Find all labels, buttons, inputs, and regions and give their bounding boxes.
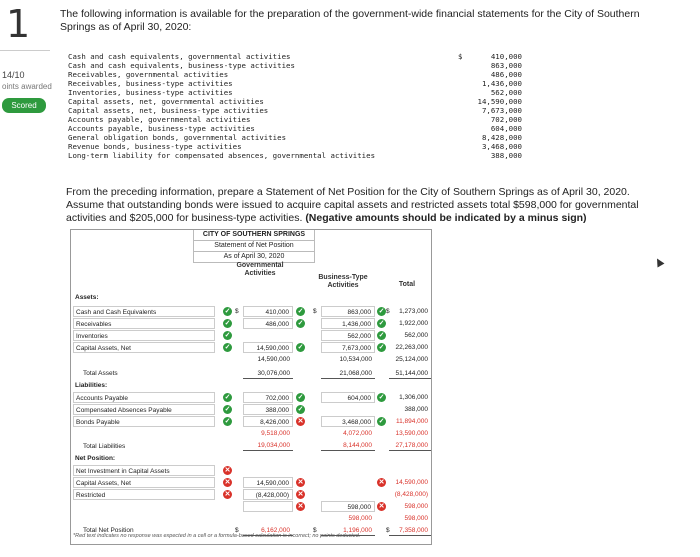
prompt-text — [66, 186, 656, 225]
data-item-label: Accounts payable, business-type activities — [68, 124, 255, 133]
check-icon: ✓ — [297, 320, 304, 327]
statement-title: CITY OF SOUTHERN SPRINGS — [194, 230, 314, 241]
data-dollar-sign: $ — [458, 52, 463, 61]
bus-ap-input[interactable]: 604,000 — [321, 392, 375, 403]
row-capital-assets-net[interactable]: Capital Assets, Net — [73, 477, 215, 488]
row-restricted[interactable]: Restricted — [73, 489, 215, 500]
x-mark-icon: ✕ — [224, 491, 231, 498]
statement-date: As of April 30, 2020 — [194, 252, 314, 263]
x-mark-icon: ✕ — [297, 418, 304, 425]
data-item-label: Cash and cash equivalents, governmental activities — [68, 52, 291, 61]
x-mark-icon: ✕ — [378, 479, 385, 486]
data-item-value: 486,000 — [490, 70, 522, 79]
col-header-governmental: Governmental Activities — [236, 262, 284, 277]
bus-restricted-input[interactable]: 598,000 — [321, 501, 375, 512]
check-icon: ✓ — [224, 320, 231, 327]
check-icon: ✓ — [378, 418, 385, 425]
gov-total-net-position: 6,162,000 — [243, 525, 293, 536]
row-total-assets: Total Assets — [83, 370, 118, 377]
data-item-label: Accounts payable, governmental activities — [68, 115, 251, 124]
data-item-label: Capital assets, net, governmental activities — [68, 97, 264, 106]
gov-bonds-input[interactable]: 8,426,000 — [243, 416, 293, 427]
col-header-total: Total — [398, 281, 416, 288]
row-bonds-payable[interactable]: Bonds Payable — [73, 416, 215, 427]
data-values — [470, 52, 522, 160]
question-number: 1 — [6, 2, 31, 46]
x-mark-icon: ✕ — [297, 491, 304, 498]
row-assets-header: Assets: — [75, 294, 99, 301]
gov-net-investment-input[interactable]: 14,590,000 — [243, 477, 293, 488]
total-total-net-position: 7,358,000 — [389, 525, 431, 536]
check-icon: ✓ — [378, 308, 385, 315]
prompt-warning: (Negative amounts should be indicated by a minus sign) — [305, 212, 587, 224]
data-item-value: 3,468,000 — [481, 142, 522, 151]
data-item-value: 14,590,000 — [477, 97, 522, 106]
dollar-sign: $ — [235, 527, 239, 534]
bus-capital-input[interactable]: 7,673,000 — [321, 342, 375, 353]
bus-total-liabilities: 8,144,000 — [321, 440, 375, 451]
col-header-business: Business-Type Activities — [318, 274, 368, 289]
row-compensated-absences[interactable]: Compensated Absences Payable — [73, 404, 215, 415]
points-score: 14/10 — [2, 70, 25, 80]
total-inventories: 562,000 — [404, 332, 428, 339]
bus-subtotal-liabilities: 4,072,000 — [343, 430, 372, 437]
bus-bonds-input[interactable]: 3,468,000 — [321, 416, 375, 427]
bus-subtotal-assets: 10,534,000 — [339, 356, 372, 363]
data-item-value: 7,673,000 — [481, 106, 522, 115]
bus-receivables-input[interactable]: 1,436,000 — [321, 318, 375, 329]
data-item-value: 410,000 — [490, 52, 522, 61]
total-comp: 388,000 — [404, 406, 428, 413]
points-awarded — [2, 70, 52, 92]
x-mark-icon: ✕ — [297, 503, 304, 510]
data-item-value: 8,428,000 — [481, 133, 522, 142]
check-icon: ✓ — [224, 394, 231, 401]
row-net-position-header: Net Position: — [75, 455, 116, 462]
footnote: *Red text indicates no response was expected in a cell or a formula-based calculation is incorrect; no points deducted. — [73, 533, 361, 539]
check-icon: ✓ — [224, 344, 231, 351]
row-capital-assets[interactable]: Capital Assets, Net — [73, 342, 215, 353]
total-ap: 1,306,000 — [399, 394, 428, 401]
data-item-label: General obligation bonds, governmental activities — [68, 133, 287, 142]
total-subtotal-liabilities: 13,590,000 — [395, 430, 428, 437]
x-mark-icon: ✕ — [224, 479, 231, 486]
check-icon: ✓ — [297, 394, 304, 401]
gov-comp-input[interactable]: 388,000 — [243, 404, 293, 415]
check-icon: ✓ — [224, 418, 231, 425]
data-item-value: 562,000 — [490, 88, 522, 97]
data-item-label: Revenue bonds, business-type activities — [68, 142, 242, 151]
row-net-investment[interactable]: Net Investment in Capital Assets — [73, 465, 215, 476]
dollar-sign: $ — [235, 308, 239, 315]
gov-capital-input[interactable]: 14,590,000 — [243, 342, 293, 353]
points-label: oints awarded — [2, 82, 52, 91]
intro-text: The following information is available for the preparation of the government-wide financial statements for the City of Southern Springs as of April 30, 2020: — [60, 8, 640, 33]
gov-total-liabilities: 19,034,000 — [243, 440, 293, 451]
check-icon: ✓ — [297, 406, 304, 413]
bus-subtotal-net: 598,000 — [348, 515, 372, 522]
total-subtotal-assets: 25,124,000 — [395, 356, 428, 363]
check-icon: ✓ — [224, 406, 231, 413]
row-total-liabilities: Total Liabilities — [83, 443, 126, 450]
data-item-label: Inventories, business-type activities — [68, 88, 233, 97]
total-net-investment: 14,590,000 — [395, 479, 428, 486]
total-restricted: 598,000 — [404, 503, 428, 510]
gov-total-assets: 30,076,000 — [243, 368, 293, 379]
row-cash[interactable]: Cash and Cash Equivalents — [73, 306, 215, 317]
prompt-body: From the preceding information, prepare a Statement of Net Position for the City of Southern Springs as of April 30, 2020. Assume that outstanding bonds were issued to acquire capital assets and restricted assets total $598,000 for governmental activities and $205,000 for business-type activities. — [66, 186, 639, 224]
total-capital: 22,263,000 — [395, 344, 428, 351]
dollar-sign: $ — [386, 308, 390, 315]
gov-ap-input[interactable]: 702,000 — [243, 392, 293, 403]
data-list — [68, 52, 528, 160]
gov-cash-input[interactable]: 410,000 — [243, 306, 293, 317]
total-capital-net: (8,428,000) — [394, 491, 428, 498]
row-accounts-payable[interactable]: Accounts Payable — [73, 392, 215, 403]
row-total-net-position: Total Net Position — [83, 527, 134, 534]
data-item-label: Receivables, governmental activities — [68, 70, 229, 79]
gov-restricted-input[interactable] — [243, 501, 293, 512]
dollar-sign: $ — [313, 308, 317, 315]
rail-divider — [0, 50, 50, 51]
gov-subtotal-liabilities: 9,518,000 — [261, 430, 290, 437]
scored-badge: Scored — [2, 98, 46, 113]
x-mark-icon: ✕ — [297, 479, 304, 486]
check-icon: ✓ — [297, 344, 304, 351]
data-item-value: 863,000 — [490, 61, 522, 70]
data-item-value: 1,436,000 — [481, 79, 522, 88]
data-item-label: Cash and cash equivalents, business-type activities — [68, 61, 295, 70]
total-receivables: 1,922,000 — [399, 320, 428, 327]
dollar-sign: $ — [313, 527, 317, 534]
row-liabilities-header: Liabilities: — [75, 382, 108, 389]
check-icon: ✓ — [378, 332, 385, 339]
mouse-cursor-icon — [654, 257, 665, 268]
row-receivables[interactable]: Receivables — [73, 318, 215, 329]
check-icon: ✓ — [378, 394, 385, 401]
total-bonds: 11,894,000 — [395, 418, 428, 425]
statement-header — [193, 230, 315, 263]
total-subtotal-net: 598,000 — [404, 515, 428, 522]
check-icon: ✓ — [378, 344, 385, 351]
data-item-label: Capital assets, net, business-type activities — [68, 106, 269, 115]
data-item-value: 702,000 — [490, 115, 522, 124]
data-item-label: Receivables, business-type activities — [68, 79, 233, 88]
bus-cash-input[interactable]: 863,000 — [321, 306, 375, 317]
data-item-value: 604,000 — [490, 124, 522, 133]
total-cash: 1,273,000 — [399, 308, 428, 315]
data-item-label: Long-term liability for compensated absences, governmental activities — [68, 151, 376, 160]
gov-receivables-input[interactable]: 486,000 — [243, 318, 293, 329]
dollar-sign: $ — [386, 527, 390, 534]
bus-inventories-input[interactable]: 562,000 — [321, 330, 375, 341]
check-icon: ✓ — [378, 320, 385, 327]
data-item-value: 388,000 — [490, 151, 522, 160]
total-total-liabilities: 27,178,000 — [389, 440, 431, 451]
check-icon: ✓ — [297, 308, 304, 315]
bus-total-assets: 21,068,000 — [321, 368, 375, 379]
bus-total-net-position: 1,196,000 — [321, 525, 375, 536]
row-inventories[interactable]: Inventories — [73, 330, 215, 341]
gov-capital-net-input[interactable]: (8,428,000) — [243, 489, 293, 500]
total-total-assets: 51,144,000 — [389, 368, 431, 379]
gov-subtotal-assets: 14,590,000 — [257, 356, 290, 363]
x-mark-icon: ✕ — [224, 467, 231, 474]
statement-subtitle: Statement of Net Position — [194, 241, 314, 252]
check-icon: ✓ — [224, 332, 231, 339]
check-icon: ✓ — [224, 308, 231, 315]
x-mark-icon: ✕ — [378, 503, 385, 510]
statement-of-net-position — [70, 229, 432, 545]
